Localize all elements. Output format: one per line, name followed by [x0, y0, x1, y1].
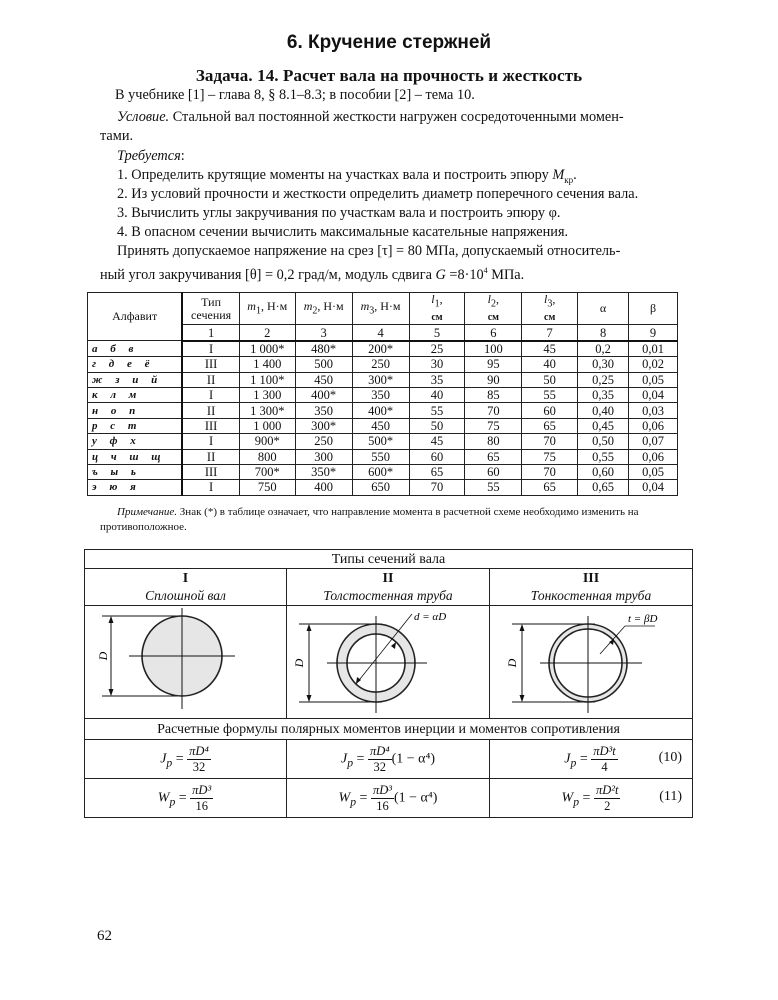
equation-number-10: (10) [658, 750, 682, 765]
header-beta: β [629, 293, 678, 325]
requirement-item-3: 3. Вычислить углы закручивания по участкам вала и построить эпюру φ. [117, 205, 561, 221]
cell-m1: 1 300 [239, 387, 295, 402]
svg-text:D: D [292, 658, 306, 668]
cell-type: II [182, 372, 239, 387]
table-row [88, 387, 678, 402]
cell-beta: 0,02 [629, 357, 678, 372]
cell-l1: 45 [409, 434, 465, 449]
note-label: Примечание. [117, 506, 178, 518]
table-row [88, 418, 678, 433]
cell-m1: 900* [239, 434, 295, 449]
cell-l3: 75 [522, 449, 578, 464]
cell-l1: 65 [409, 464, 465, 479]
equation-number-11: (11) [659, 789, 682, 804]
cell-l2: 60 [465, 464, 522, 479]
svg-text:D: D [96, 651, 110, 661]
section-types-table [84, 549, 693, 818]
cell-l1: 70 [409, 480, 465, 495]
table-header-row [88, 293, 678, 325]
cell-l1: 35 [409, 372, 465, 387]
header-l2: $l_2$, см [465, 293, 522, 325]
thick-ring-icon [287, 606, 489, 713]
note-text: Знак (*) в таблице означает, что направление момента в расчетной схеме необходимо изменить на противоположное. [100, 506, 639, 533]
required-heading: Требуется: [117, 148, 185, 164]
task-title: Задача. 14. Расчет вала на прочность и жесткость [195, 66, 583, 85]
table-row [88, 449, 678, 464]
table-note [100, 505, 685, 535]
table-row [88, 480, 678, 495]
cell-beta: 0,04 [629, 480, 678, 495]
svg-text:t = βD: t = βD [628, 613, 658, 625]
cell-m2: 350 [295, 403, 352, 418]
table-row [88, 341, 678, 357]
cell-l2: 95 [465, 357, 522, 372]
cell-m3: 250 [352, 357, 409, 372]
cell-alpha: 0,40 [578, 403, 629, 418]
cell-l3: 50 [522, 372, 578, 387]
cell-alpha: 0,35 [578, 387, 629, 402]
cell-l2: 80 [465, 434, 522, 449]
cell-m1: 1 000* [239, 341, 295, 357]
cell-type: II [182, 449, 239, 464]
cell-m3: 600* [352, 464, 409, 479]
header-l3: $l_3$, см [522, 293, 578, 325]
cell-alphabet: ъ ы ь [88, 464, 183, 479]
cell-type: I [182, 434, 239, 449]
cell-alpha: 0,45 [578, 418, 629, 433]
cell-l2: 75 [465, 418, 522, 433]
section-type-solid: I Сплошной вал [85, 569, 287, 606]
cell-l3: 40 [522, 357, 578, 372]
jp-thick-formula: $J_p$ = $\frac{\text{πD⁴}}{32}$ (1 − α⁴) [287, 740, 490, 779]
cell-beta: 0,04 [629, 387, 678, 402]
header-alphabet: Алфавит [88, 293, 183, 341]
cell-alphabet: а б в [88, 341, 183, 357]
cell-m3: 650 [352, 480, 409, 495]
cell-type: II [182, 403, 239, 418]
condition-label: Условие. [117, 109, 170, 125]
solid-circle-icon [85, 606, 286, 713]
cell-beta: 0,01 [629, 341, 678, 357]
header-m1: $m_1$, Н·м [239, 293, 295, 325]
cell-l3: 70 [522, 434, 578, 449]
cell-m2: 400* [295, 387, 352, 402]
condition-text: Стальной вал постоянной жесткости нагружен сосредоточенными момен- [169, 109, 624, 125]
cell-type: III [182, 418, 239, 433]
formulas-title: Расчетные формулы полярных моментов инерции и моментов сопротивления [85, 719, 693, 740]
svg-text:d = αD: d = αD [414, 611, 447, 623]
cell-m2: 350* [295, 464, 352, 479]
requirement-item-4: 4. В опасном сечении вычислить максимальные касательные напряжения. [117, 224, 569, 240]
cell-m3: 400* [352, 403, 409, 418]
cell-alphabet: у ф х [88, 434, 183, 449]
cell-alpha: 0,55 [578, 449, 629, 464]
cell-beta: 0,07 [629, 434, 678, 449]
cell-beta: 0,03 [629, 403, 678, 418]
cell-m3: 550 [352, 449, 409, 464]
cell-m2: 480* [295, 341, 352, 357]
header-l1: $l_1$, см [409, 293, 465, 325]
condition-text-continued: тами. [100, 128, 134, 144]
cell-m2: 500 [295, 357, 352, 372]
table-row [88, 464, 678, 479]
cell-type: I [182, 341, 239, 357]
header-alpha: α [578, 293, 629, 325]
cell-m2: 300 [295, 449, 352, 464]
wp-thin-formula: $W_p$ = $\frac{\text{πD²t}}{2}$ (11) [490, 779, 693, 818]
table-body [88, 341, 678, 495]
cell-type: I [182, 387, 239, 402]
header-section-type: Тип сечения [182, 293, 239, 325]
wp-solid-formula: $W_p$ = $\frac{\text{πD³}}{16}$ [85, 779, 287, 818]
cell-m1: 1 000 [239, 418, 295, 433]
given-values-line-1: Принять допускаемое напряжение на срез [τ] = 80 МПа, допускаемый относитель- [117, 243, 621, 259]
cell-alphabet: ж з и й [88, 372, 183, 387]
header-m2: $m_2$, Н·м [295, 293, 352, 325]
variants-table [87, 292, 678, 496]
required-label: Требуется [117, 148, 181, 164]
svg-text:D: D [505, 658, 519, 668]
jp-solid-formula: $J_p$ = $\frac{\text{πD⁴}}{32}$ [85, 740, 287, 779]
requirement-item-1: 1. Определить крутящие моменты на участках вала и построить эпюру $M_{кр}$. [117, 167, 577, 185]
cell-type: III [182, 464, 239, 479]
cell-m3: 450 [352, 418, 409, 433]
solid-shaft-figure [85, 606, 287, 719]
section-type-thin-tube: III Тонкостенная труба [490, 569, 693, 606]
cell-l2: 100 [465, 341, 522, 357]
cell-type: I [182, 480, 239, 495]
cell-alpha: 0,25 [578, 372, 629, 387]
polar-moment-inertia-row [85, 740, 693, 779]
thin-tube-figure [490, 606, 693, 719]
wp-thick-formula: $W_p$ = $\frac{\text{πD³}}{16}$ (1 − α⁴) [287, 779, 490, 818]
table-row [88, 434, 678, 449]
cell-m2: 300* [295, 418, 352, 433]
cell-m3: 350 [352, 387, 409, 402]
cell-beta: 0,05 [629, 372, 678, 387]
cell-alphabet: р с т [88, 418, 183, 433]
cell-l2: 85 [465, 387, 522, 402]
reference-text: В учебнике [1] – глава 8, § 8.1–8.3; в пособии [2] – тема 10. [115, 87, 475, 103]
cell-alpha: 0,50 [578, 434, 629, 449]
cell-beta: 0,05 [629, 464, 678, 479]
condition-paragraph [117, 108, 677, 127]
cell-m2: 450 [295, 372, 352, 387]
cell-beta: 0,06 [629, 418, 678, 433]
cell-alphabet: ц ч ш щ [88, 449, 183, 464]
cell-l2: 55 [465, 480, 522, 495]
cell-alphabet: к л м [88, 387, 183, 402]
section-types-title: Типы сечений вала [85, 550, 693, 569]
column-numbers-row: 1 2 3 4 5 6 7 8 9 [88, 325, 678, 341]
section-modulus-row [85, 779, 693, 818]
cell-alpha: 0,30 [578, 357, 629, 372]
cell-l1: 25 [409, 341, 465, 357]
requirement-item-2: 2. Из условий прочности и жесткости определить диаметр поперечного сечения вала. [117, 186, 639, 202]
cell-m1: 750 [239, 480, 295, 495]
table-row [88, 357, 678, 372]
cell-m2: 400 [295, 480, 352, 495]
cell-l3: 65 [522, 418, 578, 433]
cell-l2: 90 [465, 372, 522, 387]
table-row [88, 403, 678, 418]
cell-l1: 30 [409, 357, 465, 372]
table-row [88, 372, 678, 387]
cell-m3: 200* [352, 341, 409, 357]
cell-m3: 500* [352, 434, 409, 449]
cell-l2: 70 [465, 403, 522, 418]
cell-alpha: 0,2 [578, 341, 629, 357]
cell-m1: 700* [239, 464, 295, 479]
header-m3: $m_3$, Н·м [352, 293, 409, 325]
cell-alpha: 0,65 [578, 480, 629, 495]
cell-alphabet: э ю я [88, 480, 183, 495]
cell-l1: 40 [409, 387, 465, 402]
cell-m1: 1 300* [239, 403, 295, 418]
page-number: 62 [97, 928, 112, 944]
cell-m1: 1 400 [239, 357, 295, 372]
cell-l3: 55 [522, 387, 578, 402]
cell-m1: 800 [239, 449, 295, 464]
cell-l3: 60 [522, 403, 578, 418]
cell-beta: 0,06 [629, 449, 678, 464]
thick-tube-figure [287, 606, 490, 719]
section-type-thick-tube: II Толстостенная труба [287, 569, 490, 606]
cell-m1: 1 100* [239, 372, 295, 387]
thin-ring-icon [490, 606, 692, 713]
jp-thin-formula: $J_p$ = $\frac{\text{πD³t}}{4}$ (10) [490, 740, 693, 779]
cell-alphabet: н о п [88, 403, 183, 418]
cell-l3: 70 [522, 464, 578, 479]
cell-l3: 45 [522, 341, 578, 357]
chapter-title: 6. Кручение стержней [286, 32, 492, 53]
cell-type: III [182, 357, 239, 372]
cell-l2: 65 [465, 449, 522, 464]
cell-alpha: 0,60 [578, 464, 629, 479]
cell-l3: 65 [522, 480, 578, 495]
given-values-line-2: ный угол закручивания [θ] = 0,2 град/м, модуль сдвига $G =8\cdot 10^4$ МПа. [100, 266, 525, 283]
cell-alphabet: г д е ё [88, 357, 183, 372]
cell-l1: 50 [409, 418, 465, 433]
cell-m3: 300* [352, 372, 409, 387]
cell-l1: 60 [409, 449, 465, 464]
cell-l1: 55 [409, 403, 465, 418]
cell-m2: 250 [295, 434, 352, 449]
